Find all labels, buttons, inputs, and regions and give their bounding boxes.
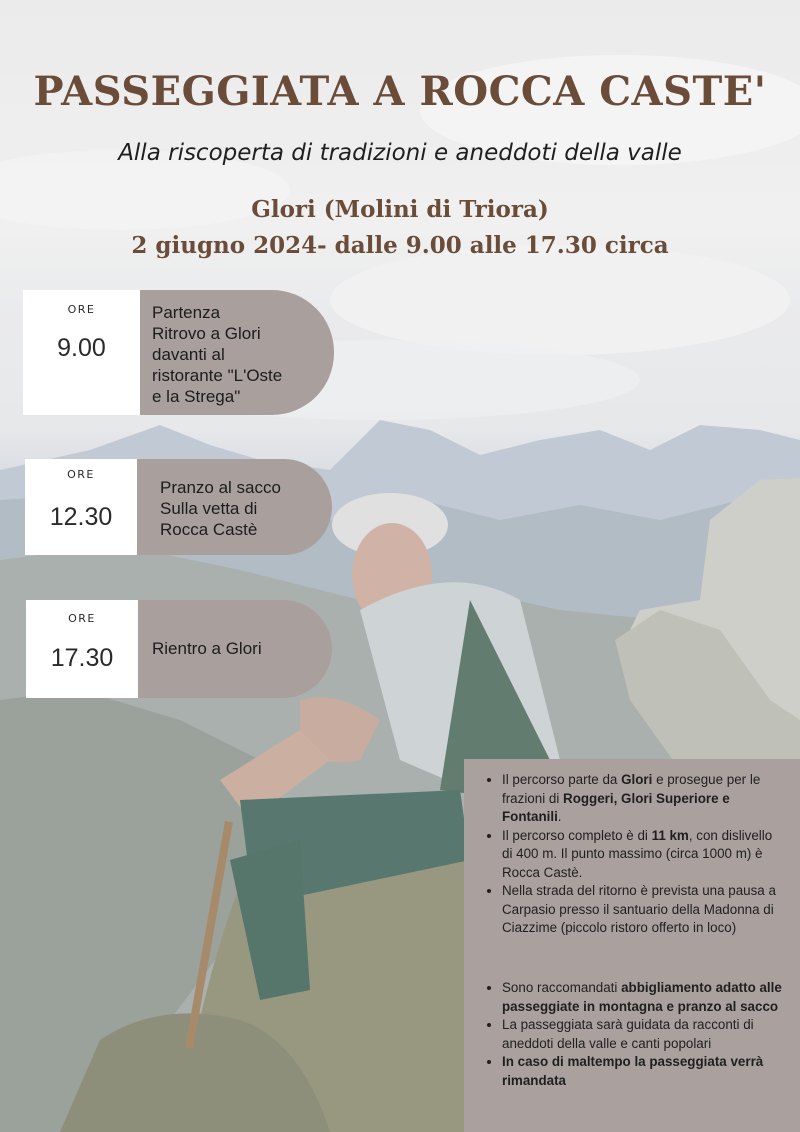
- slot-card: [138, 600, 332, 698]
- slot-card: [137, 459, 332, 555]
- info-list: [464, 979, 786, 1090]
- subtitle: Alla riscoperta di tradizioni e aneddoti della valle: [118, 140, 682, 166]
- time-box: [25, 459, 137, 555]
- info-item: • Sono raccomandati abbigliamento adatto alle passeggiate in montagna e pranzo al sacco: [502, 979, 786, 1016]
- ore-label: ORE: [67, 468, 95, 481]
- info-item: • La passeggiata sarà guidata da racconti di aneddoti della valle e canti popolari: [502, 1016, 786, 1053]
- info-item: • In caso di maltempo la passeggiata verrà rimandata: [502, 1053, 786, 1090]
- slot-line: ristorante "L'Oste: [152, 366, 283, 385]
- ore-label: ORE: [68, 612, 96, 625]
- info-item: • Il percorso parte da Glori e prosegue per le frazioni di Roggeri, Glori Superiore e Fontanili.: [502, 771, 786, 827]
- info-item: • Il percorso completo è di 11 km, con dislivello di 400 m. Il punto massimo (circa 1000 m) è Rocca Castè.: [502, 827, 786, 883]
- slot-time: 12.30: [49, 503, 113, 531]
- slot-line: Sulla vetta di: [160, 499, 258, 518]
- time-box: [26, 600, 138, 698]
- slot-title: Rientro a Glori: [152, 639, 262, 658]
- schedule-slot: [25, 459, 332, 555]
- schedule-slot: [23, 290, 334, 415]
- info-list: [464, 771, 786, 938]
- info-item: • Nella strada del ritorno è prevista una pausa a Carpasio presso il santuario della Madonna di Ciazzime (piccolo ristoro offerto in loco): [502, 882, 786, 938]
- event-location: Glori (Molini di Triora): [251, 196, 549, 223]
- slot-title: Pranzo al sacco: [160, 478, 281, 497]
- time-box: [23, 290, 140, 415]
- info-box: [464, 759, 800, 1132]
- slot-card: [140, 290, 334, 415]
- event-date: 2 giugno 2024- dalle 9.00 alle 17.30 circa: [131, 232, 669, 259]
- ore-label: ORE: [67, 303, 96, 316]
- slot-line: davanti al: [152, 345, 225, 364]
- page-title: PASSEGGIATA A ROCCA CASTE': [33, 68, 767, 115]
- slot-title: Partenza: [152, 303, 221, 322]
- schedule-slot: [26, 600, 332, 698]
- slot-line: e la Strega": [152, 387, 241, 406]
- slot-line: Ritrovo a Glori: [152, 324, 261, 343]
- slot-time: 9.00: [57, 334, 106, 362]
- slot-line: Rocca Castè: [160, 520, 258, 539]
- slot-time: 17.30: [50, 644, 114, 672]
